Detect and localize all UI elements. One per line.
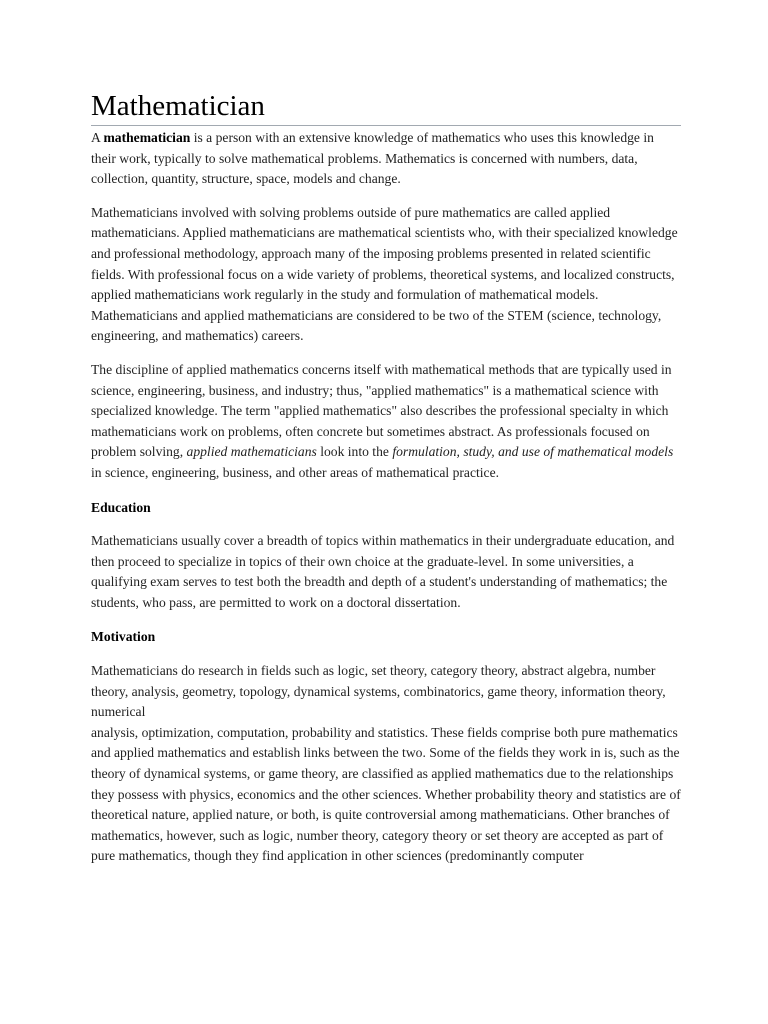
p3-italic-applied-mathematicians: applied mathematicians (186, 444, 317, 460)
motivation-text-b: analysis, optimization, computation, probability and statistics. These fields comprise both pure mathematics and applied mathematics and establish links between the two. Some of the fields they work in is, such as the theory of dynamical systems, or game theory, are classified as applied mathematics due to the relationships they possess with physics, economics and the other sciences. Whether probability theory and statistics are of theoretical nature, applied nature, or both, is quite controversial among mathematicians. Other branches of mathematics, however, such as logic, number theory, category theory or set theory are accepted as part of pure mathematics, though they find application in other sciences (predominantly computer (91, 724, 681, 864)
article (91, 88, 681, 867)
intro-text-rest: is a person with an extensive knowledge of mathematics who uses this knowledge in their work, typically to solve mathematical problems. Mathematics is concerned with numbers, data, collection, quantity, structure, space, models and change. (91, 130, 654, 187)
education-paragraph: Mathematicians usually cover a breadth of topics within mathematics in their undergraduate education, and then proceed to specialize in topics of their own choice at the graduate-level. In some universities, a qualifying exam serves to test both the breadth and depth of a student's understanding of mathematics; the students, who pass, are permitted to work on a doctoral dissertation. (91, 533, 675, 610)
term-mathematician: mathematician (103, 130, 191, 145)
section-heading-education: Education (91, 499, 151, 515)
intro-paragraph-1 (91, 128, 681, 190)
p3-italic-formulation: formulation, study, and use of mathematical models (392, 444, 674, 460)
intro-text-start: A (91, 130, 104, 145)
p3-text-c: in science, engineering, business, and other areas of mathematical practice. (91, 464, 500, 480)
p3-text-b: look into the (316, 444, 393, 460)
motivation-paragraph (91, 661, 681, 867)
p3-text-a: The discipline of applied mathematics concerns itself with mathematical methods that are typically used in science, engineering, business, and industry; thus, "applied mathematics" is a mathematical science with specialized knowledge. The term "applied mathematics" also describes the professional specialty in which mathematicians work on problems, often concrete but sometimes abstract. As professionals focused on problem solving, (91, 361, 672, 460)
intro-paragraph-3 (91, 360, 681, 484)
section-heading-motivation: Motivation (91, 629, 156, 645)
intro-paragraph-2: Mathematicians involved with solving problems outside of pure mathematics are called applied mathematicians. Applied mathematicians are mathematical scientists who, with their specialized knowledge and professional methodology, approach many of the imposing problems presented in related scientific fields. With professional focus on a wide variety of problems, theoretical systems, and localized constructs, applied mathematicians work regularly in the study and formulation of mathematical models. Mathematicians and applied mathematicians are considered to be two of the STEM (science, technology, engineering, and mathematics) careers. (91, 204, 678, 344)
page-title: Mathematician (91, 88, 681, 126)
motivation-text-a: Mathematicians do research in fields such as logic, set theory, category theory, abstract algebra, number theory, analysis, geometry, topology, dynamical systems, combinatorics, game theory, information theory, numerical (91, 663, 666, 720)
